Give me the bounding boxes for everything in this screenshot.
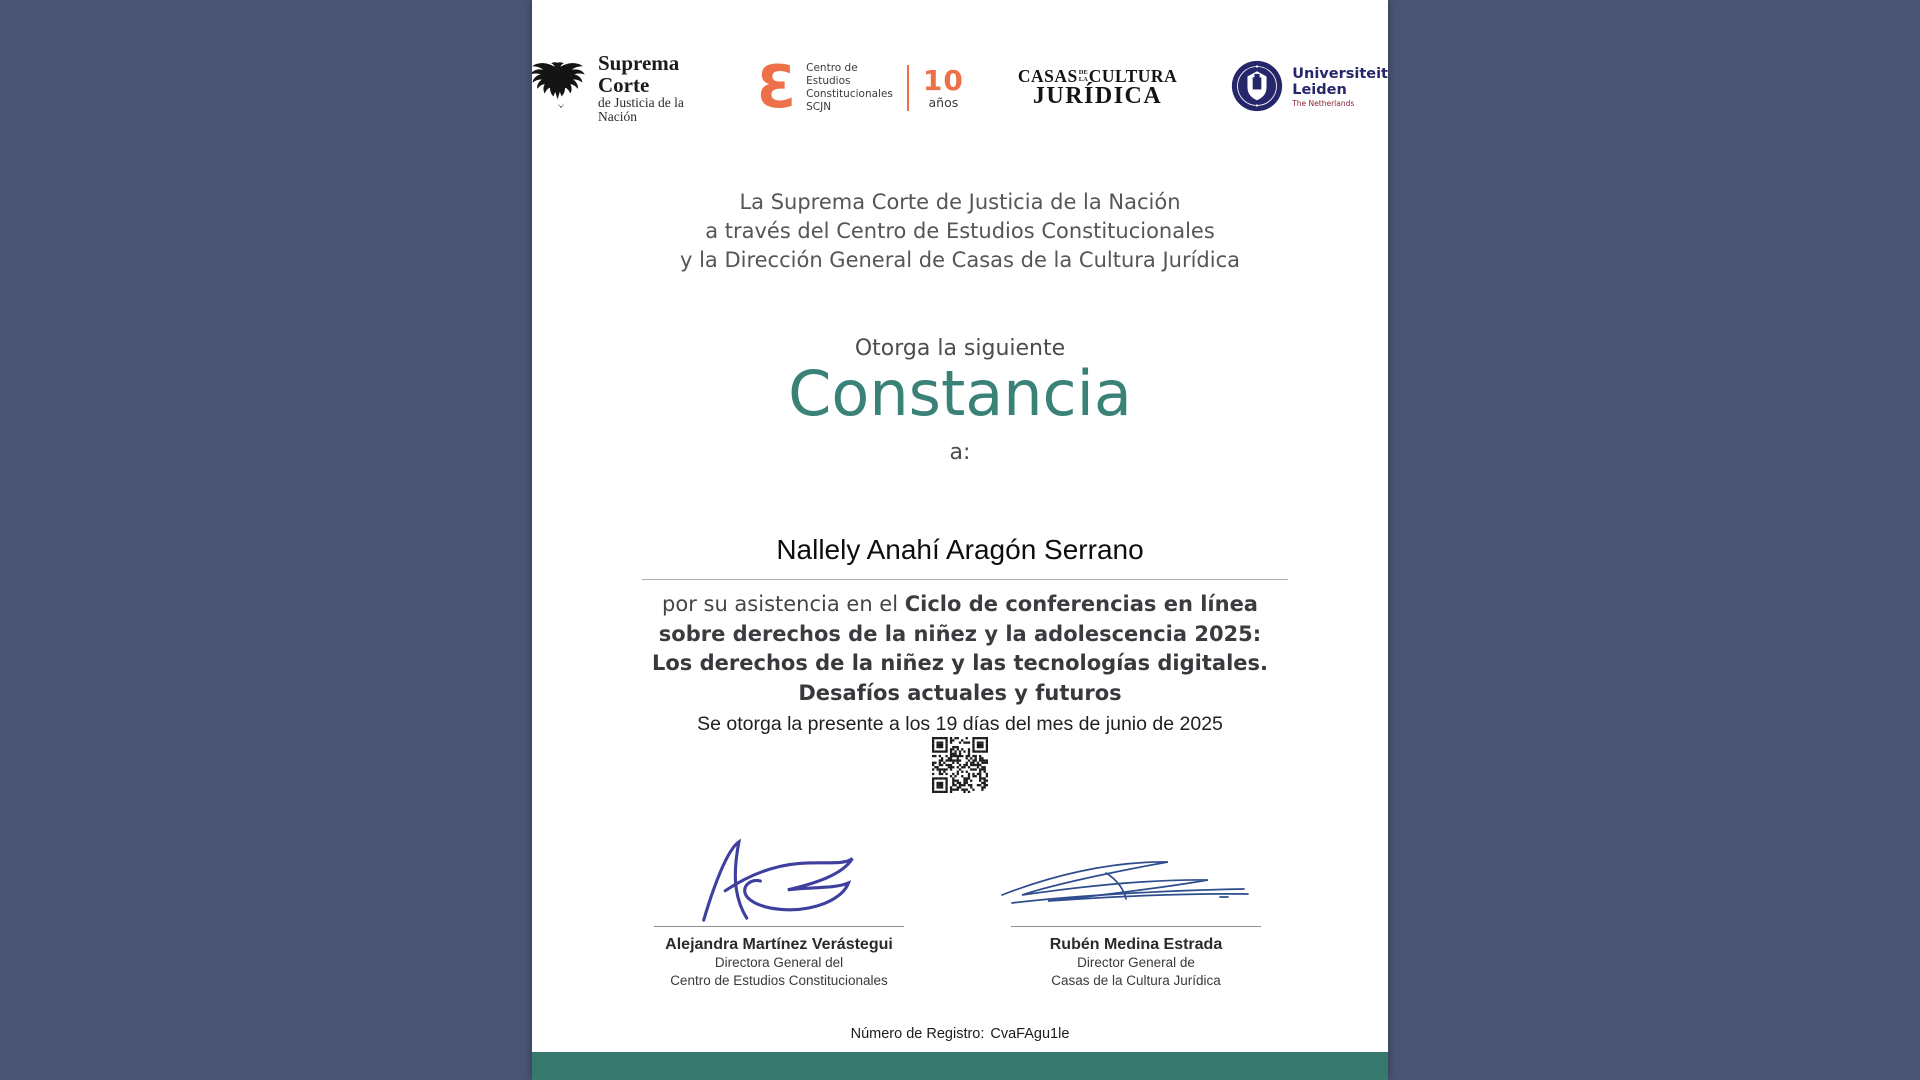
body-line-2: sobre derechos de la niñez y la adolescencia 2025: <box>658 621 1262 646</box>
footer-accent-bar <box>532 1052 1388 1080</box>
issuer-line-3: y la Dirección General de Casas de la Cultura Jurídica <box>679 248 1241 272</box>
signature-block-left <box>624 836 934 989</box>
registry-label: Número de Registro: <box>850 1026 985 1042</box>
signatory-left-role-2: Centro de Estudios Constitucionales <box>670 972 888 988</box>
leiden-logo-line1: Universiteit <box>1292 66 1388 83</box>
certificate <box>532 0 1388 1080</box>
body-line-1-regular: por su asistencia en el <box>662 592 905 616</box>
award-pre-text: Otorga la siguiente <box>854 336 1066 361</box>
cec-logo-line2: Constitucionales <box>806 88 893 100</box>
ccj-logo-small2: LA <box>1078 75 1088 83</box>
certificate-title: Constancia <box>788 357 1132 430</box>
leiden-seal-icon <box>1231 60 1283 116</box>
ccj-logo-word1: CASAS <box>1017 66 1078 87</box>
issue-date-line: Se otorga la presente a los 19 días del mes de junio de 2025 <box>697 713 1223 735</box>
registry-number <box>532 1026 1388 1042</box>
issuer-line-2: a través del Centro de Estudios Constitucionales <box>705 219 1215 243</box>
body-line-1-strong: Ciclo de conferencias en línea <box>904 592 1258 616</box>
scjn-eagle-icon <box>532 55 590 121</box>
cec-logo-divider <box>907 65 909 111</box>
registry-code: CvaFAgu1le <box>990 1026 1070 1042</box>
leiden-logo-line3: The Netherlands <box>1292 99 1355 109</box>
ccj-logo-word3: JURÍDICA <box>1032 82 1163 109</box>
signatory-right-role-1: Director General de <box>1077 955 1195 970</box>
signature-right-image <box>981 836 1291 924</box>
scjn-logo <box>532 52 703 124</box>
signatory-left-name: Alejandra Martínez Verástegui <box>665 936 893 953</box>
leiden-logo <box>1231 60 1388 116</box>
cec-epsilon-icon: Ɛ <box>757 53 797 122</box>
recipient-name: Nallely Anahí Aragón Serrano <box>776 534 1144 565</box>
ccj-logo-small1: DE <box>1078 69 1088 77</box>
cec-logo <box>757 53 964 122</box>
signatory-right-name: Rubén Medina Estrada <box>1049 936 1223 953</box>
issuer-paragraph <box>532 188 1388 275</box>
cec-logo-line3: SCJN <box>806 101 832 114</box>
ccj-logo-word2: CULTURA <box>1088 66 1178 87</box>
signature-left-image <box>624 836 934 924</box>
signature-right-line <box>1011 926 1261 927</box>
signatory-left-role-1: Directora General del <box>714 955 844 970</box>
scjn-logo-subtitle: de Justicia de la Nación <box>598 94 684 125</box>
award-to-text: a: <box>949 440 971 465</box>
body-paragraph <box>532 590 1388 740</box>
logo-row <box>532 46 1388 130</box>
event-title-line-2: Desafíos actuales y futuros <box>798 680 1122 705</box>
cec-anniversary-label: años <box>928 94 959 110</box>
signature-left-line <box>654 926 904 927</box>
event-title-line-1: Los derechos de la niñez y las tecnologías digitales. <box>652 651 1268 675</box>
ccj-logo <box>1018 68 1177 107</box>
body-line-1 <box>532 590 1388 620</box>
recipient-underline <box>642 579 1288 580</box>
signature-block-right <box>981 836 1291 989</box>
signatory-right-role-2: Casas de la Cultura Jurídica <box>1051 972 1221 988</box>
scjn-logo-title: Suprema Corte <box>598 50 680 97</box>
qr-code <box>932 737 988 793</box>
cec-logo-line1: Centro de Estudios <box>806 61 858 87</box>
issuer-line-1: La Suprema Corte de Justicia de la Nación <box>739 190 1181 214</box>
leiden-logo-line2: Leiden <box>1292 82 1347 99</box>
cec-anniversary-number: 10 <box>922 63 964 97</box>
